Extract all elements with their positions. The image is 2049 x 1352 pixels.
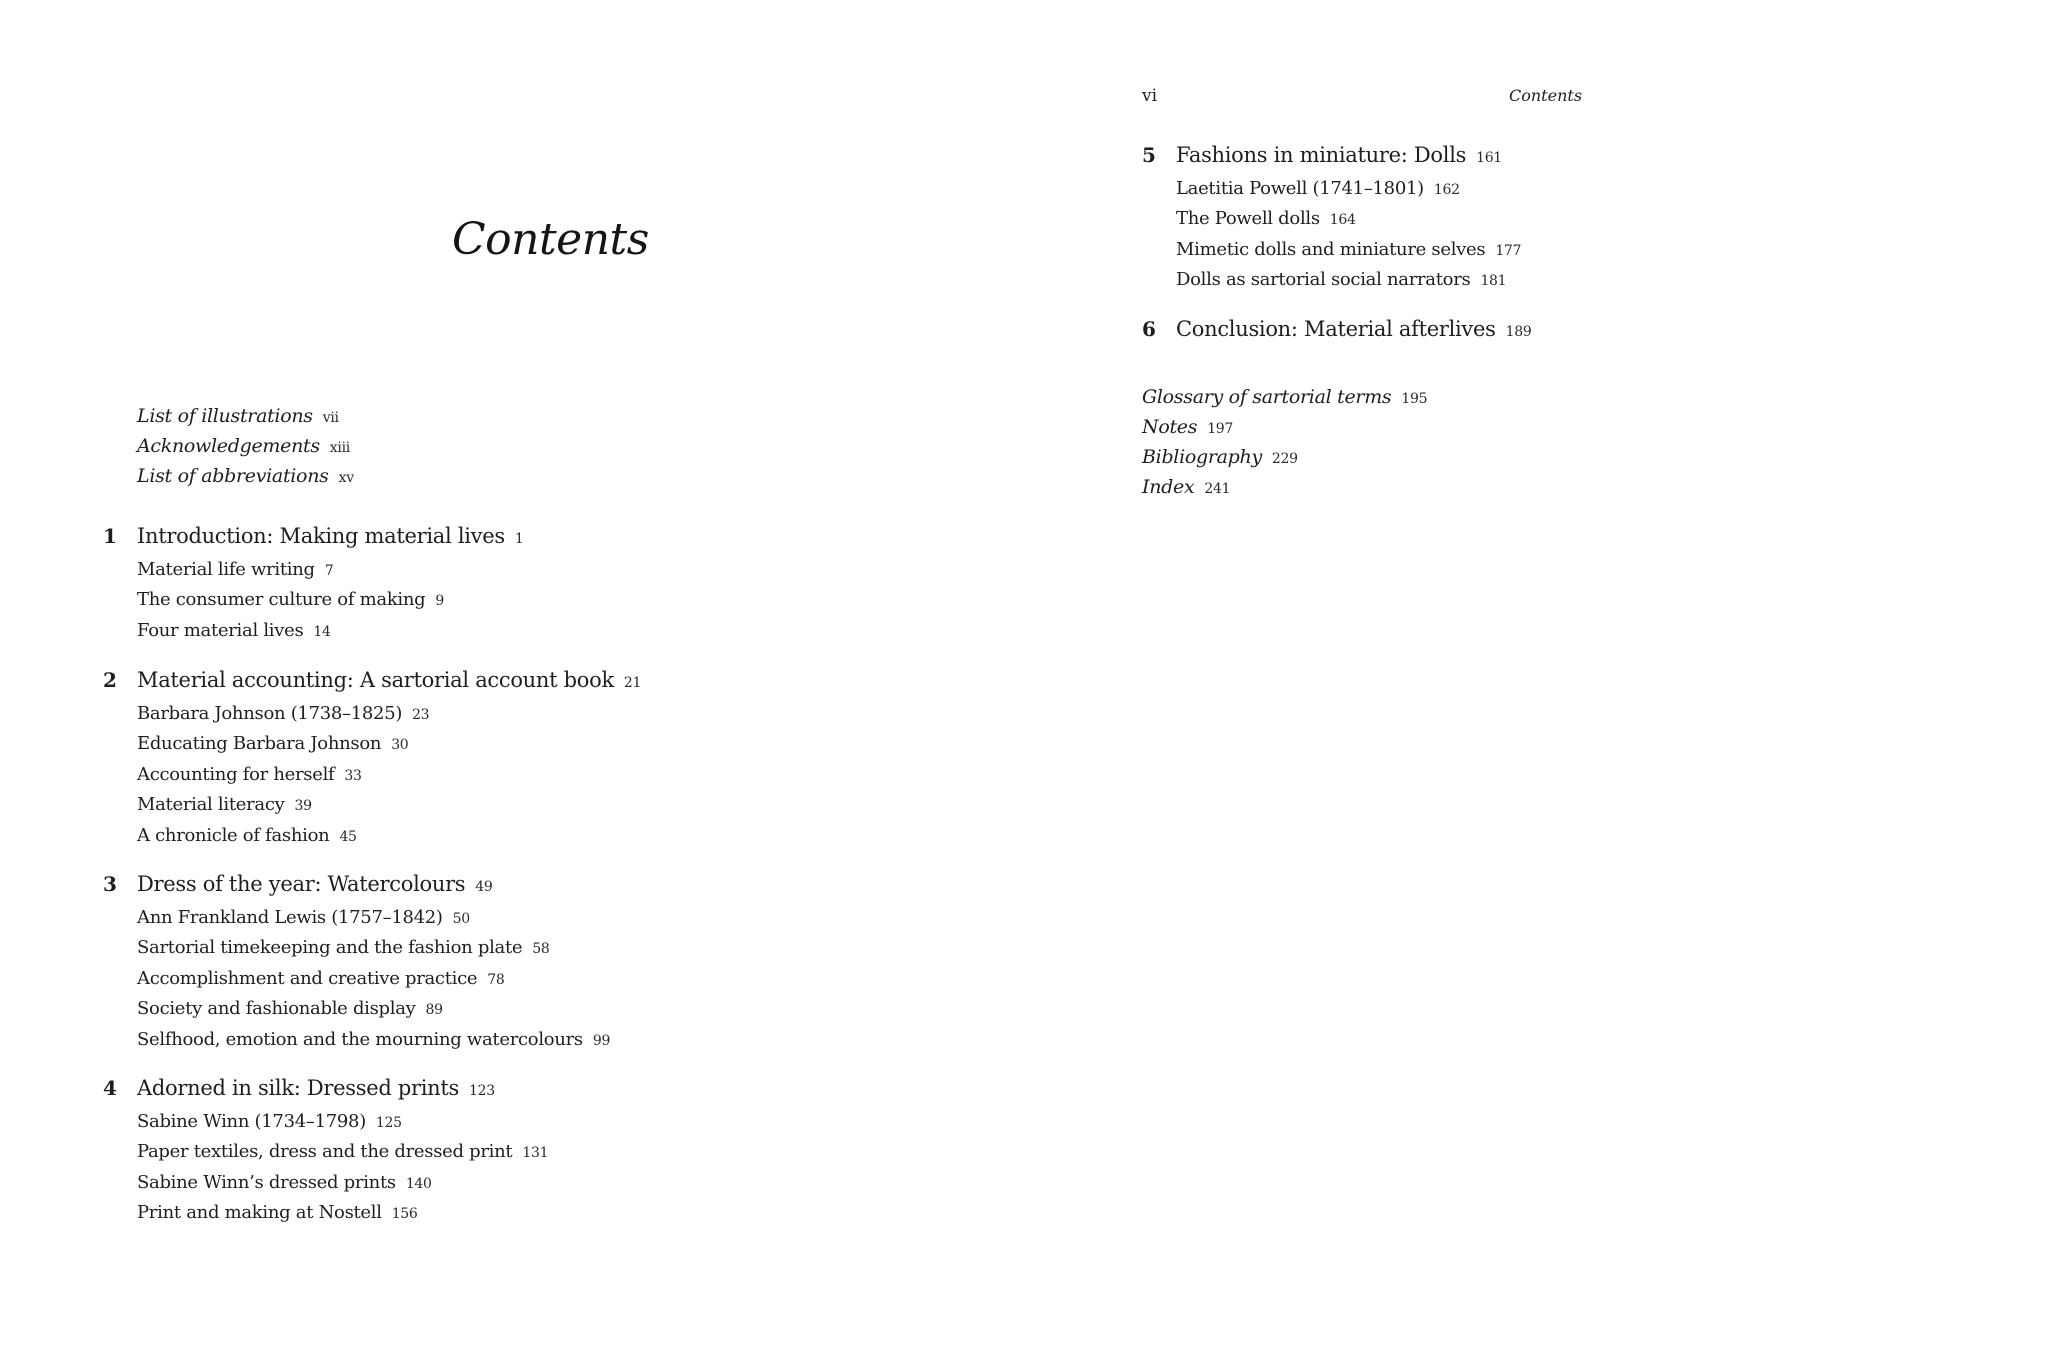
toc-chapter (103, 865, 611, 1055)
section-page-number: 30 (391, 737, 409, 754)
chapter-heading[interactable] (103, 1069, 548, 1107)
section-title: Material life writing (137, 559, 315, 580)
toc-entry-front-matter[interactable] (137, 401, 354, 431)
running-title: Contents (1509, 86, 1583, 105)
section-page-number: 39 (294, 798, 312, 815)
entry-label: Index (1142, 476, 1195, 498)
toc-section[interactable] (137, 790, 641, 820)
chapter-number: 5 (1142, 143, 1156, 167)
chapter-page-number: 161 (1476, 150, 1502, 166)
section-list (137, 1107, 548, 1229)
section-title: Dolls as sartorial social narrators (1176, 269, 1471, 291)
toc-entry-back-matter[interactable] (1142, 472, 1427, 502)
back-matter-list (1142, 382, 1427, 502)
chapter-page-number: 1 (514, 531, 524, 547)
section-page-number: 131 (522, 1145, 549, 1162)
toc-section[interactable] (137, 616, 523, 646)
section-list (137, 555, 523, 646)
toc-section[interactable] (1176, 235, 1521, 265)
section-page-number: 14 (313, 623, 331, 640)
toc-section[interactable] (137, 729, 641, 759)
section-page-number: 7 (324, 563, 334, 579)
toc-section[interactable] (137, 1198, 548, 1228)
entry-label: Bibliography (1142, 446, 1262, 468)
chapter-title: Conclusion: Material afterlives (1176, 317, 1496, 341)
toc-section[interactable] (137, 933, 610, 963)
toc-chapter (1142, 310, 1532, 348)
toc-section[interactable] (137, 760, 641, 790)
toc-section[interactable] (137, 1168, 548, 1198)
section-title: Educating Barbara Johnson (137, 733, 382, 755)
section-list (137, 903, 610, 1055)
entry-label: List of illustrations (137, 405, 313, 427)
section-title: Barbara Johnson (1738–1825) (137, 703, 403, 724)
section-page-number: 181 (1480, 273, 1507, 290)
section-page-number: 23 (412, 707, 430, 723)
section-page-number: 177 (1495, 242, 1522, 259)
toc-section[interactable] (137, 1025, 610, 1055)
chapter-title: Fashions in miniature: Dolls (1176, 143, 1467, 167)
left-page (0, 0, 1024, 1352)
entry-page-number: 197 (1207, 421, 1234, 437)
chapter-page-number: 189 (1505, 324, 1532, 340)
toc-entry-back-matter[interactable] (1142, 442, 1427, 472)
section-title: Sabine Winn’s dressed prints (137, 1171, 396, 1193)
section-page-number: 162 (1433, 182, 1460, 198)
toc-section[interactable] (1176, 204, 1521, 234)
section-page-number: 58 (532, 941, 550, 958)
section-title: Sabine Winn (1734–1798) (137, 1111, 366, 1132)
toc-section[interactable] (137, 699, 641, 729)
page-title: Contents (452, 214, 649, 265)
toc-entry-front-matter[interactable] (137, 461, 354, 491)
section-page-number: 45 (339, 828, 357, 845)
toc-entry-back-matter[interactable] (1142, 412, 1427, 442)
chapter-number: 1 (103, 524, 117, 548)
chapter-title: Introduction: Making material lives (137, 524, 505, 548)
section-page-number: 50 (452, 911, 470, 927)
toc-section[interactable] (137, 585, 523, 615)
section-title: The Powell dolls (1176, 208, 1320, 230)
section-title: Ann Frankland Lewis (1757–1842) (137, 907, 443, 928)
section-title: Sartorial timekeeping and the fashion plate (137, 937, 523, 959)
chapter-heading[interactable] (1142, 310, 1532, 348)
toc-chapter (103, 517, 524, 646)
entry-label: Notes (1142, 416, 1198, 438)
section-list (137, 699, 641, 851)
entry-page-number: 229 (1271, 451, 1298, 467)
section-page-number: 164 (1329, 212, 1356, 229)
section-title: Society and fashionable display (137, 998, 416, 1020)
entry-page-number: vii (322, 410, 339, 426)
section-title: Accomplishment and creative practice (137, 967, 478, 989)
section-page-number: 156 (391, 1206, 418, 1223)
chapter-page-number: 49 (475, 879, 493, 895)
toc-section[interactable] (137, 821, 641, 851)
toc-section[interactable] (1176, 265, 1521, 295)
front-matter-list (137, 401, 354, 491)
section-title: The consumer culture of making (137, 589, 426, 611)
section-page-number: 78 (487, 971, 505, 988)
chapter-heading[interactable] (103, 517, 524, 555)
toc-section[interactable] (137, 903, 610, 933)
chapter-number: 3 (103, 872, 117, 896)
entry-page-number: xiii (329, 440, 350, 456)
section-title: Selfhood, emotion and the mourning watercolours (137, 1028, 583, 1050)
entry-page-number: xv (338, 470, 354, 486)
entry-page-number: 195 (1401, 391, 1428, 407)
chapter-heading[interactable] (103, 865, 610, 903)
entry-label: Glossary of sartorial terms (1142, 386, 1392, 408)
entry-page-number: 241 (1204, 481, 1231, 497)
section-title: Print and making at Nostell (137, 1202, 382, 1224)
chapter-title: Material accounting: A sartorial account book (137, 668, 614, 692)
toc-section[interactable] (137, 964, 610, 994)
toc-section[interactable] (137, 994, 610, 1024)
chapter-heading[interactable] (103, 661, 642, 699)
section-title: Four material lives (137, 619, 304, 641)
entry-label: List of abbreviations (137, 465, 329, 487)
section-page-number: 89 (425, 1002, 443, 1019)
toc-chapter (1142, 136, 1522, 296)
section-title: Paper textiles, dress and the dressed print (137, 1141, 513, 1163)
section-title: A chronicle of fashion (137, 824, 330, 846)
section-title: Laetitia Powell (1741–1801) (1176, 178, 1424, 199)
chapter-heading[interactable] (1142, 136, 1521, 174)
chapter-title: Dress of the year: Watercolours (137, 872, 466, 896)
section-page-number: 9 (435, 593, 445, 610)
section-title: Material literacy (137, 794, 285, 816)
chapter-number: 4 (103, 1076, 117, 1100)
toc-section[interactable] (137, 1137, 548, 1167)
section-page-number: 99 (592, 1032, 611, 1049)
chapter-title: Adorned in silk: Dressed prints (137, 1076, 460, 1100)
section-page-number: 33 (344, 767, 362, 784)
toc-chapter (103, 661, 642, 851)
toc-section[interactable] (137, 1107, 548, 1137)
toc-chapter (103, 1069, 549, 1229)
toc-section[interactable] (1176, 174, 1521, 204)
section-page-number: 140 (405, 1175, 432, 1192)
section-page-number: 125 (375, 1115, 402, 1131)
section-list (1176, 174, 1521, 296)
chapter-page-number: 21 (623, 675, 642, 691)
chapter-number: 2 (103, 668, 117, 692)
running-page-number: vi (1142, 86, 1158, 106)
section-title: Mimetic dolls and miniature selves (1176, 238, 1486, 260)
toc-entry-front-matter[interactable] (137, 431, 354, 461)
chapter-number: 6 (1142, 317, 1156, 341)
section-title: Accounting for herself (137, 763, 335, 785)
entry-label: Acknowledgements (137, 435, 320, 457)
toc-section[interactable] (137, 555, 523, 585)
toc-entry-back-matter[interactable] (1142, 382, 1427, 412)
chapter-page-number: 123 (469, 1083, 495, 1099)
